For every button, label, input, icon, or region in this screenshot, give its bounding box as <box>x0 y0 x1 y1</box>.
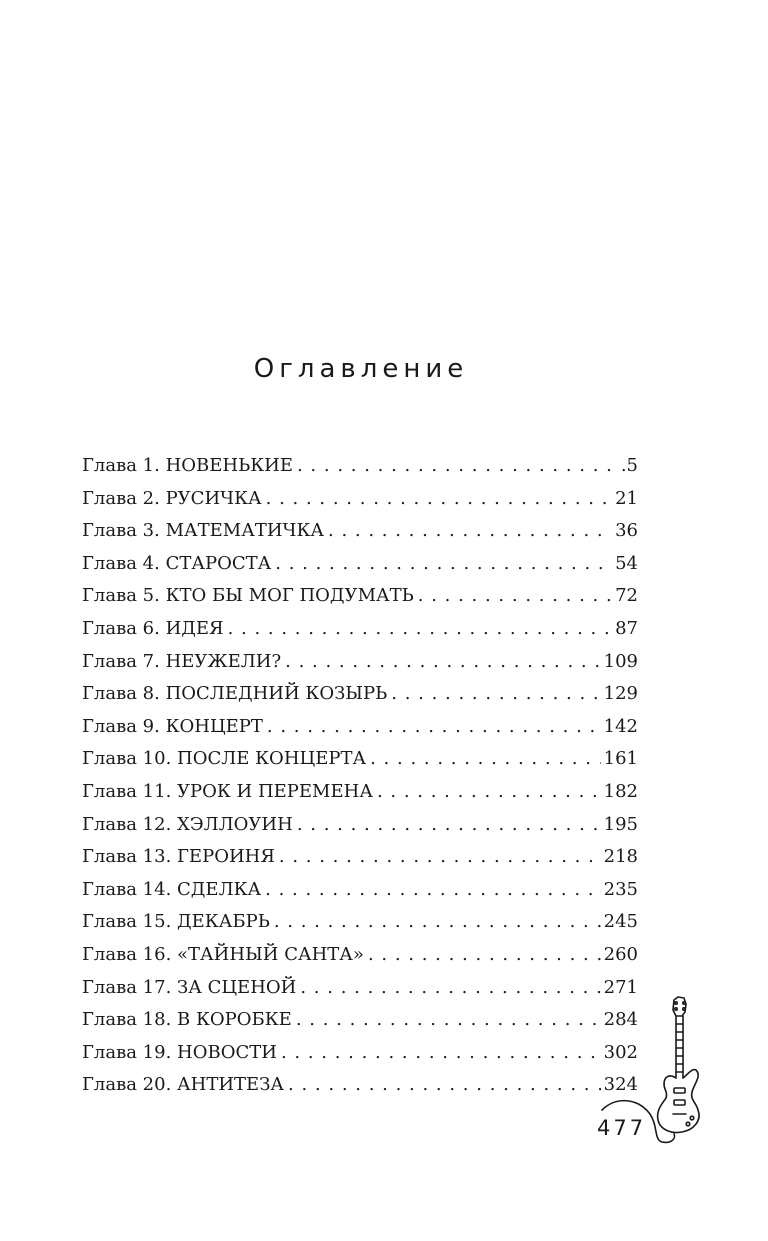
dot-leader <box>279 841 601 874</box>
toc-entry-page: 87 <box>615 617 638 639</box>
dot-leader <box>296 1004 601 1037</box>
dot-leader <box>267 711 601 744</box>
dot-leader <box>275 548 612 581</box>
dot-leader <box>418 580 612 613</box>
dot-leader <box>288 1069 601 1102</box>
toc-entry-title: Глава 2. РУСИЧКА <box>82 487 262 509</box>
toc-entry[interactable] <box>82 906 638 939</box>
toc-entry[interactable] <box>82 711 638 744</box>
dot-leader <box>377 776 601 809</box>
toc-entry-page: 260 <box>603 943 638 965</box>
toc-entry-title: Глава 12. ХЭЛЛОУИН <box>82 813 293 835</box>
toc-entry[interactable] <box>82 939 638 972</box>
toc-entry-page: 182 <box>603 780 638 802</box>
toc-entry-page: 302 <box>603 1041 638 1063</box>
dot-leader <box>228 613 613 646</box>
dot-leader <box>370 743 601 776</box>
toc-entry[interactable] <box>82 450 638 483</box>
dot-leader <box>297 450 618 483</box>
toc-entry[interactable] <box>82 646 638 679</box>
toc-entry-title: Глава 16. «ТАЙНЫЙ САНТА» <box>82 943 364 965</box>
toc-entry-page: 36 <box>615 520 638 542</box>
toc-entry[interactable] <box>82 1037 638 1070</box>
toc-entry-page: 21 <box>615 487 638 509</box>
toc-entry-page: 109 <box>603 650 638 672</box>
toc-entry[interactable] <box>82 809 638 842</box>
dot-leader <box>391 678 600 711</box>
toc-entry[interactable] <box>82 548 638 581</box>
dot-leader <box>281 1037 601 1070</box>
toc-entry-page: 161 <box>603 748 638 770</box>
toc-entry-title: Глава 5. КТО БЫ МОГ ПОДУМАТЬ <box>82 585 414 607</box>
toc-entry-page: 271 <box>603 976 638 998</box>
toc-entry-title: Глава 13. ГЕРОИНЯ <box>82 846 275 868</box>
toc-entry-title: Глава 11. УРОК И ПЕРЕМЕНА <box>82 780 373 802</box>
toc-entry-page: 195 <box>603 813 638 835</box>
toc-entry-page: .5 <box>620 455 638 476</box>
toc-entry-page: 324 <box>603 1074 638 1096</box>
page-number: 477 <box>597 1116 647 1140</box>
toc-entry[interactable] <box>82 972 638 1005</box>
toc-entry[interactable] <box>82 613 638 646</box>
toc-entry-page: 129 <box>603 683 638 705</box>
toc-entry-page: 142 <box>603 715 638 737</box>
dot-leader <box>368 939 601 972</box>
toc-entry[interactable] <box>82 515 638 548</box>
table-of-contents <box>82 450 638 1102</box>
toc-entry-title: Глава 18. В КОРОБКЕ <box>82 1009 292 1031</box>
toc-entry[interactable] <box>82 678 638 711</box>
dot-leader <box>328 515 612 548</box>
toc-entry-title: Глава 19. НОВОСТИ <box>82 1041 277 1063</box>
toc-entry-title: Глава 17. ЗА СЦЕНОЙ <box>82 976 297 998</box>
dot-leader <box>285 646 600 679</box>
toc-entry[interactable] <box>82 743 638 776</box>
toc-entry[interactable] <box>82 874 638 907</box>
toc-entry-title: Глава 4. СТАРОСТА <box>82 552 272 574</box>
toc-entry-page: 284 <box>603 1009 638 1031</box>
toc-entry[interactable] <box>82 483 638 516</box>
toc-entry-title: Глава 10. ПОСЛЕ КОНЦЕРТА <box>82 748 367 770</box>
dot-leader <box>300 972 600 1005</box>
toc-entry-title: Глава 20. АНТИТЕЗА <box>82 1074 285 1096</box>
dot-leader <box>274 906 601 939</box>
toc-entry-title: Глава 3. МАТЕМАТИЧКА <box>82 520 325 542</box>
toc-entry-page: 245 <box>603 911 638 933</box>
toc-entry-title: Глава 14. СДЕЛКА <box>82 878 262 900</box>
dot-leader <box>297 809 601 842</box>
toc-entry-title: Глава 1. НОВЕНЬКИЕ <box>82 455 293 476</box>
toc-entry-page: 235 <box>603 878 638 900</box>
dot-leader <box>265 874 600 907</box>
toc-entry-title: Глава 6. ИДЕЯ <box>82 617 224 639</box>
toc-entry[interactable] <box>82 776 638 809</box>
toc-entry[interactable] <box>82 841 638 874</box>
page-title: Оглавление <box>253 354 469 384</box>
toc-entry-page: 218 <box>603 846 638 868</box>
dot-leader <box>266 483 612 516</box>
toc-entry[interactable] <box>82 580 638 613</box>
toc-entry-title: Глава 7. НЕУЖЕЛИ? <box>82 650 282 672</box>
toc-entry[interactable] <box>82 1069 638 1102</box>
toc-entry-title: Глава 8. ПОСЛЕДНИЙ КОЗЫРЬ <box>82 683 388 705</box>
toc-entry-title: Глава 15. ДЕКАБРЬ <box>82 911 270 933</box>
toc-entry-page: 54 <box>615 552 638 574</box>
toc-entry[interactable] <box>82 1004 638 1037</box>
toc-entry-page: 72 <box>615 585 638 607</box>
toc-entry-title: Глава 9. КОНЦЕРТ <box>82 715 263 737</box>
